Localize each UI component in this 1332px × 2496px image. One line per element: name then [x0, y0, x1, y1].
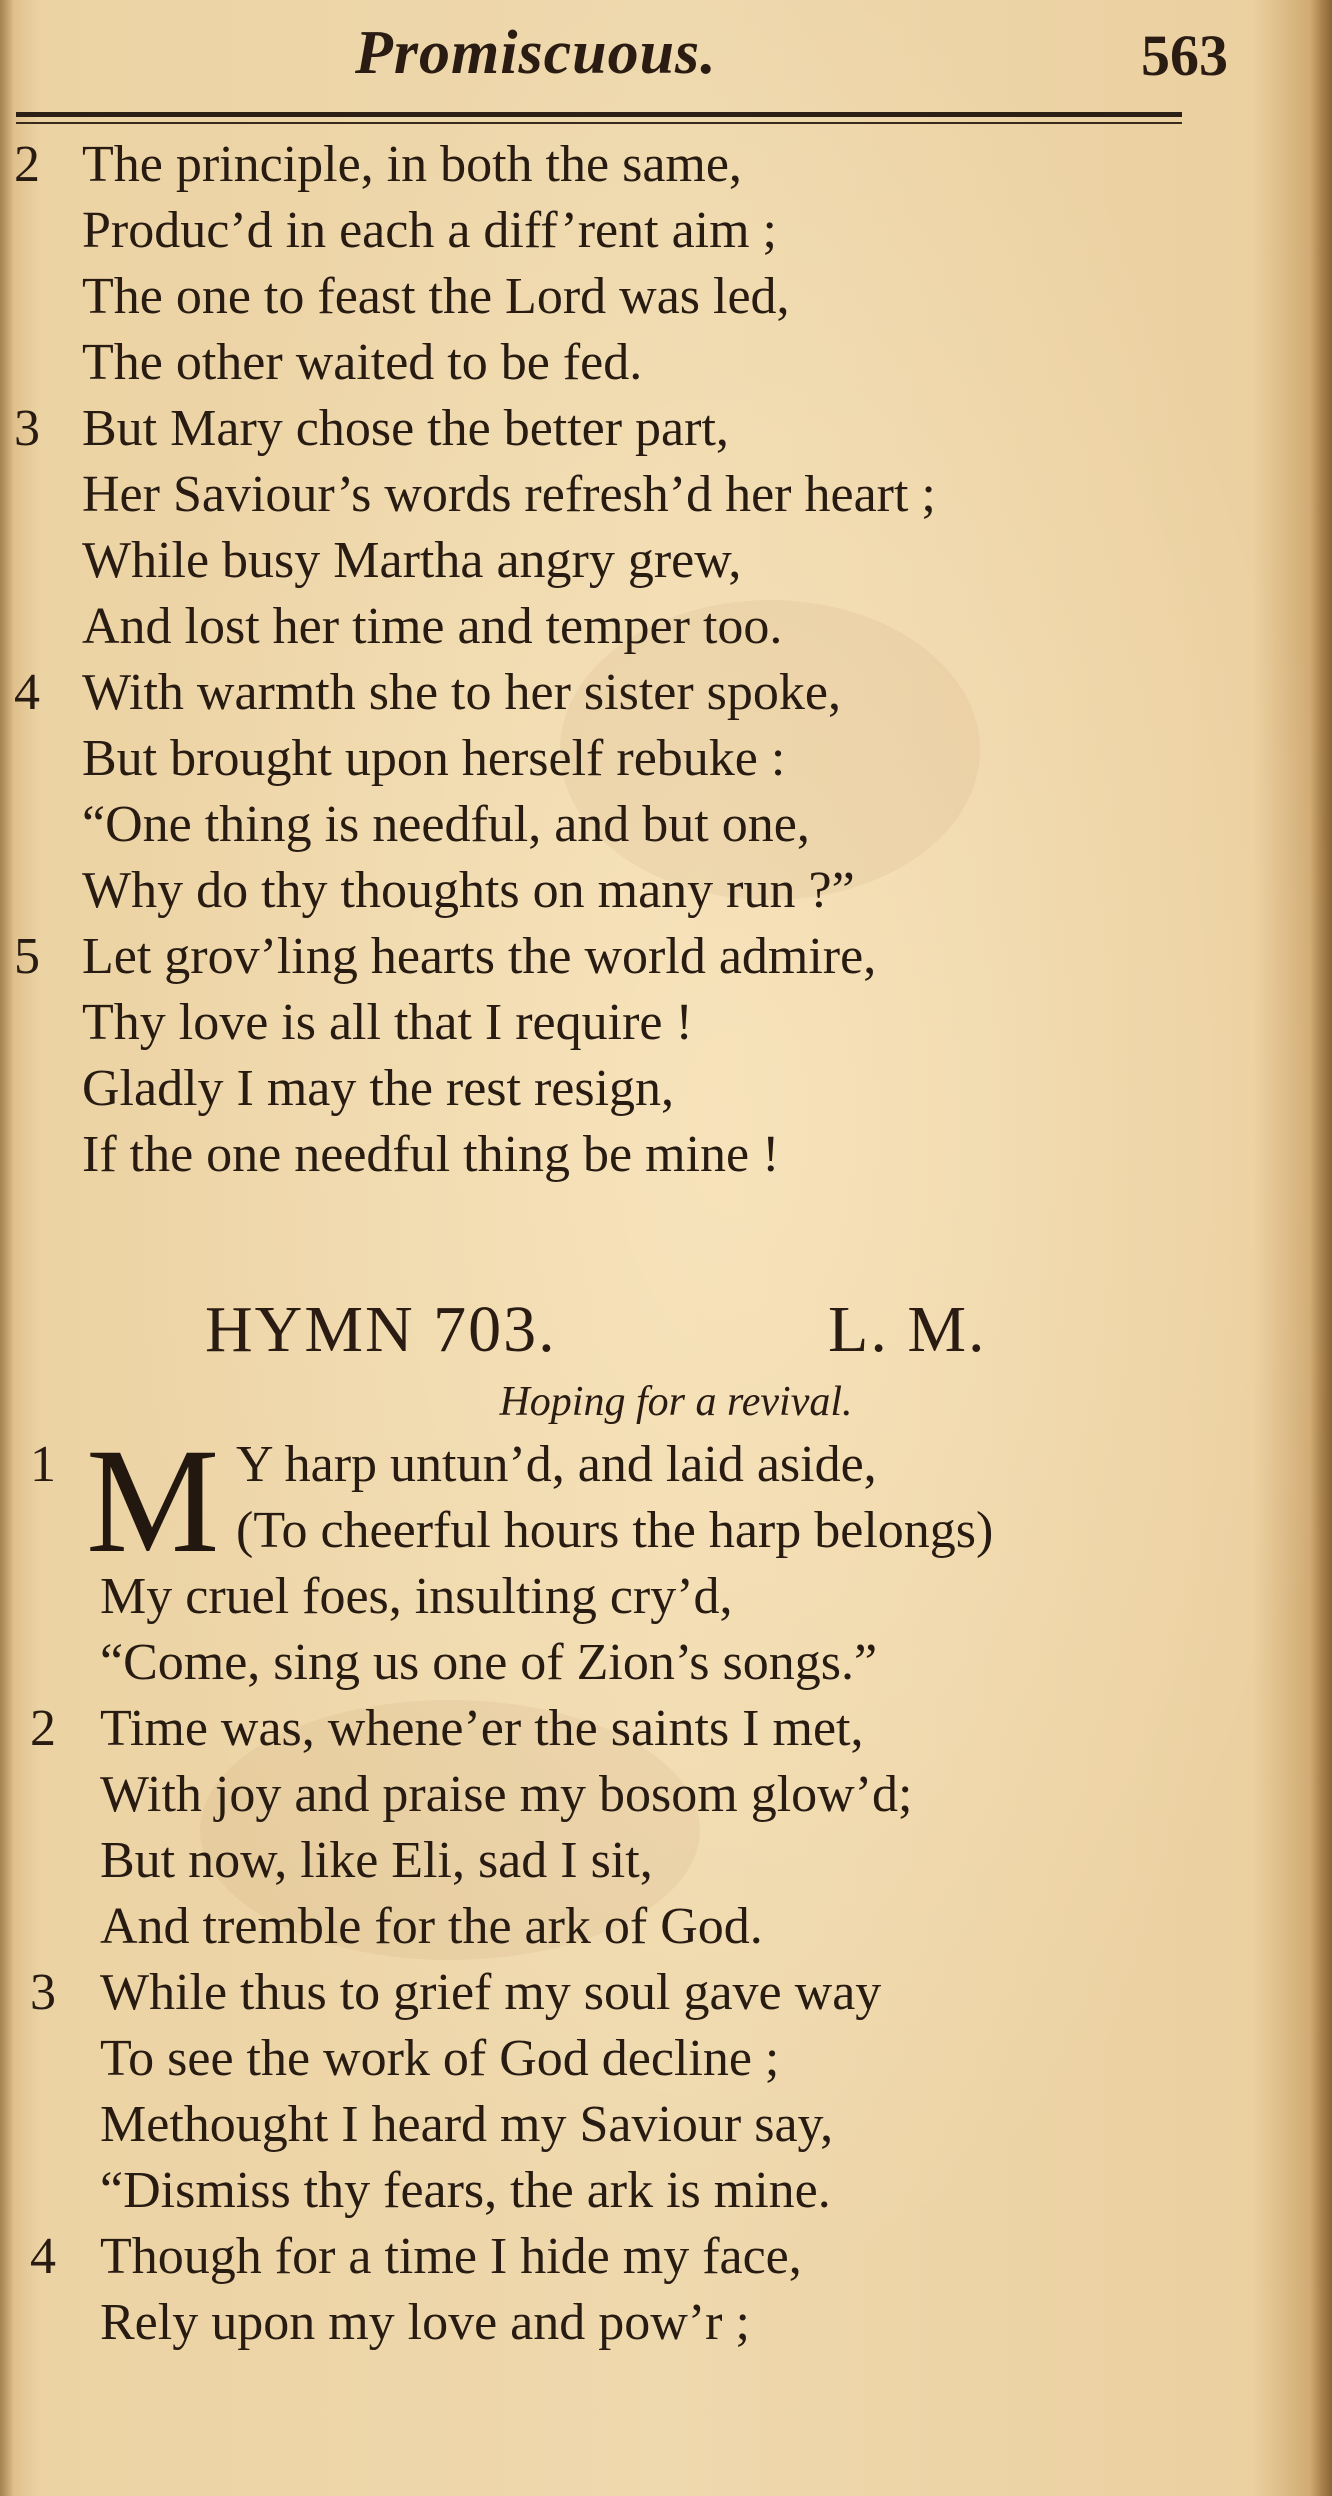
verse-line: But brought upon herself rebuke : [82, 730, 786, 787]
previous-hymn-continuation [0, 132, 1332, 1188]
verse-line: Rely upon my love and pow’r ; [100, 2294, 750, 2351]
verse-line: “One thing is needful, and but one, [82, 796, 810, 853]
verse-line: Y harp untun’d, and laid aside, [236, 1436, 877, 1493]
verse-line: Gladly I may the rest resign, [82, 1060, 675, 1117]
verse-line: (To cheerful hours the harp belongs) [236, 1502, 994, 1559]
verse-line: My cruel foes, insulting cry’d, [100, 1568, 733, 1625]
verse-line: If the one needful thing be mine ! [82, 1126, 780, 1183]
verse-line: While thus to grief my soul gave way [100, 1964, 882, 2021]
running-head: Promiscuous. [355, 19, 717, 87]
verse-line: With joy and praise my bosom glow’d; [100, 1766, 913, 1823]
page-header [0, 0, 1332, 110]
verse-line: The principle, in both the same, [82, 136, 742, 193]
verse-line: Let grov’ling hearts the world admire, [82, 928, 877, 985]
verse-number: 3 [30, 1964, 56, 2021]
hymn-title: HYMN 703. [205, 1293, 557, 1366]
verse-line: “Come, sing us one of Zion’s songs.” [100, 1634, 878, 1691]
verse-number: 2 [30, 1700, 56, 1757]
verse-line: With warmth she to her sister spoke, [82, 664, 841, 721]
verse-line: Produc’d in each a diff’rent aim ; [82, 202, 777, 259]
verse-4 [0, 2224, 1332, 2356]
hymn-meter: L. M. [828, 1293, 987, 1366]
verse-line: But now, like Eli, sad I sit, [100, 1832, 653, 1889]
verse-number: 2 [14, 136, 40, 193]
verse-line: Though for a time I hide my face, [100, 2228, 802, 2285]
verse-4 [0, 660, 1332, 924]
verse-line: Her Saviour’s words refresh’d her heart ; [82, 466, 936, 523]
verse-3 [0, 396, 1332, 660]
verse-1 [0, 1418, 1332, 1696]
verse-number: 3 [14, 400, 40, 457]
verse-line: But Mary chose the better part, [82, 400, 729, 457]
verse-line: Why do thy thoughts on many run ?” [82, 862, 855, 919]
hymn-703-body [0, 1418, 1332, 2356]
verse-number: 5 [14, 928, 40, 985]
verse-number: 4 [30, 2228, 56, 2285]
verse-line: To see the work of God decline ; [100, 2030, 780, 2087]
verse-2 [0, 132, 1332, 396]
hymn-heading [0, 1292, 1332, 1372]
verse-number: 4 [14, 664, 40, 721]
verse-line: “Dismiss thy fears, the ark is mine. [100, 2162, 831, 2219]
page-number: 563 [1141, 23, 1228, 88]
verse-line: Time was, whene’er the saints I met, [100, 1700, 864, 1757]
verse-line: And tremble for the ark of God. [100, 1898, 763, 1955]
verse-line: While busy Martha angry grew, [82, 532, 742, 589]
verse-line: Methought I heard my Saviour say, [100, 2096, 834, 2153]
verse-3 [0, 1960, 1332, 2224]
verse-line: The other waited to be fed. [82, 334, 643, 391]
hymn-subtitle: Hoping for a revival. [499, 1379, 853, 1425]
verse-line: The one to feast the Lord was led, [82, 268, 790, 325]
verse-number: 1 [30, 1436, 56, 1493]
verse-line: And lost her time and temper too. [82, 598, 783, 655]
header-rule-thin [16, 122, 1182, 124]
header-rule [16, 112, 1182, 117]
verse-line: Thy love is all that I require ! [82, 994, 693, 1051]
verse-2 [0, 1696, 1332, 1960]
drop-cap: M [86, 1418, 220, 1584]
verse-5 [0, 924, 1332, 1188]
